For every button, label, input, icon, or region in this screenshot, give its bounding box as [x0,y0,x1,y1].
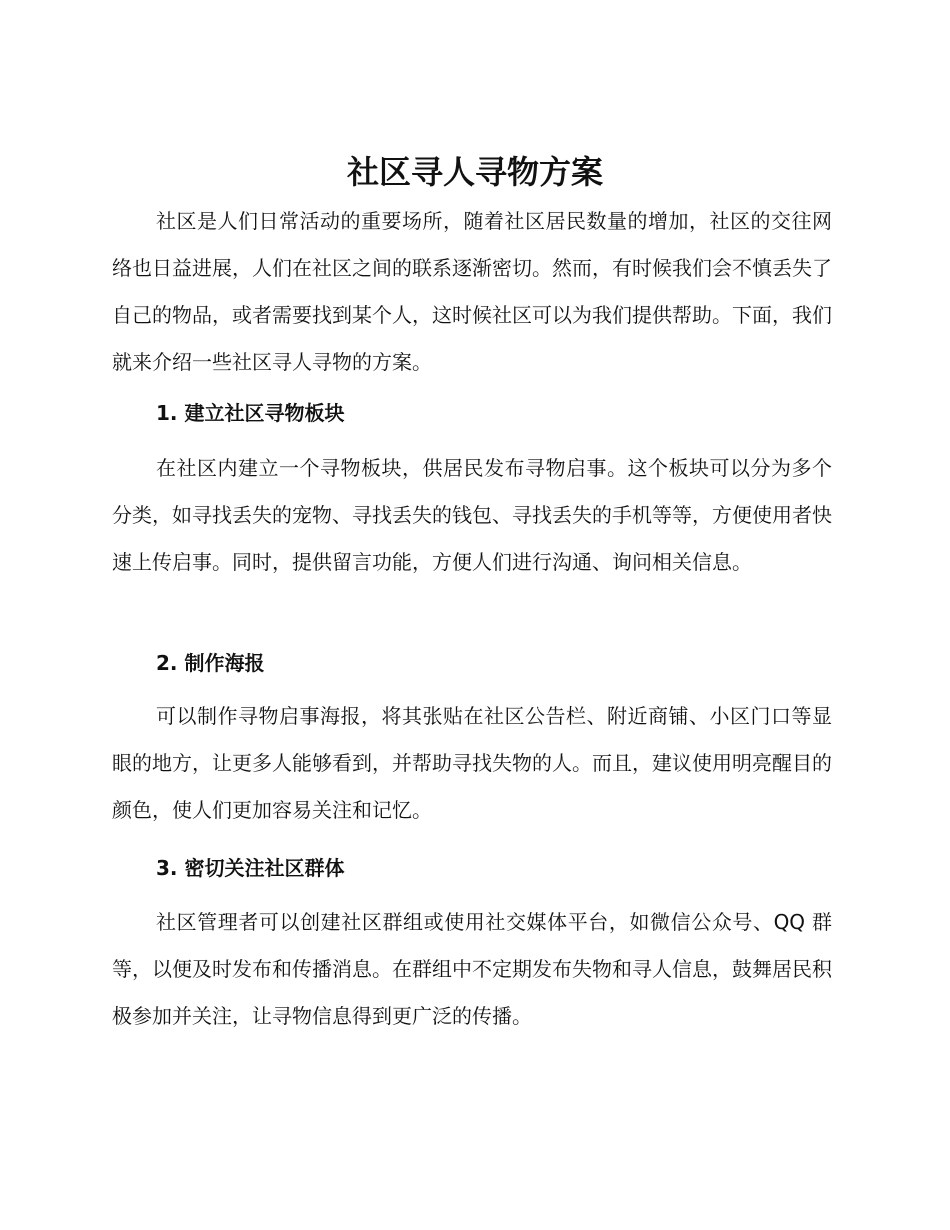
page-title: 社区寻人寻物方案 [346,153,603,191]
section-body-3: 社区管理者可以创建社区群组或使用社交媒体平台，如微信公众号、QQ 群等，以便及时发布和传播消息。在群组中不定期发布失物和寻人信息，鼓舞居民积极参加并关注，让寻物信息得到更广泛的传播。 [112,910,832,1028]
section-heading-1: 1. 建立社区寻物板块 [156,401,345,425]
section-heading-2: 2. 制作海报 [156,651,265,675]
section-body-2: 可以制作寻物启事海报，将其张贴在社区公告栏、附近商铺、小区门口等显眼的地方，让更多人能够看到，并帮助寻找失物的人。而且，建议使用明亮醒目的颜色，使人们更加容易关注和记忆。 [112,704,832,822]
intro-paragraph: 社区是人们日常活动的重要场所，随着社区居民数量的增加，社区的交往网络也日益进展，人们在社区之间的联系逐渐密切。然而，有时候我们会不慎丢失了自己的物品，或者需要找到某个人，这时候社区可以为我们提供帮助。下面，我们就来介绍一些社区寻人寻物的方案。 [112,209,832,374]
section-heading-3: 3. 密切关注社区群体 [156,856,345,880]
section-body-1: 在社区内建立一个寻物板块，供居民发布寻物启事。这个板块可以分为多个分类，如寻找丢失的宠物、寻找丢失的钱包、寻找丢失的手机等等，方便使用者快速上传启事。同时，提供留言功能，方便人们进行沟通、询问相关信息。 [112,456,832,574]
